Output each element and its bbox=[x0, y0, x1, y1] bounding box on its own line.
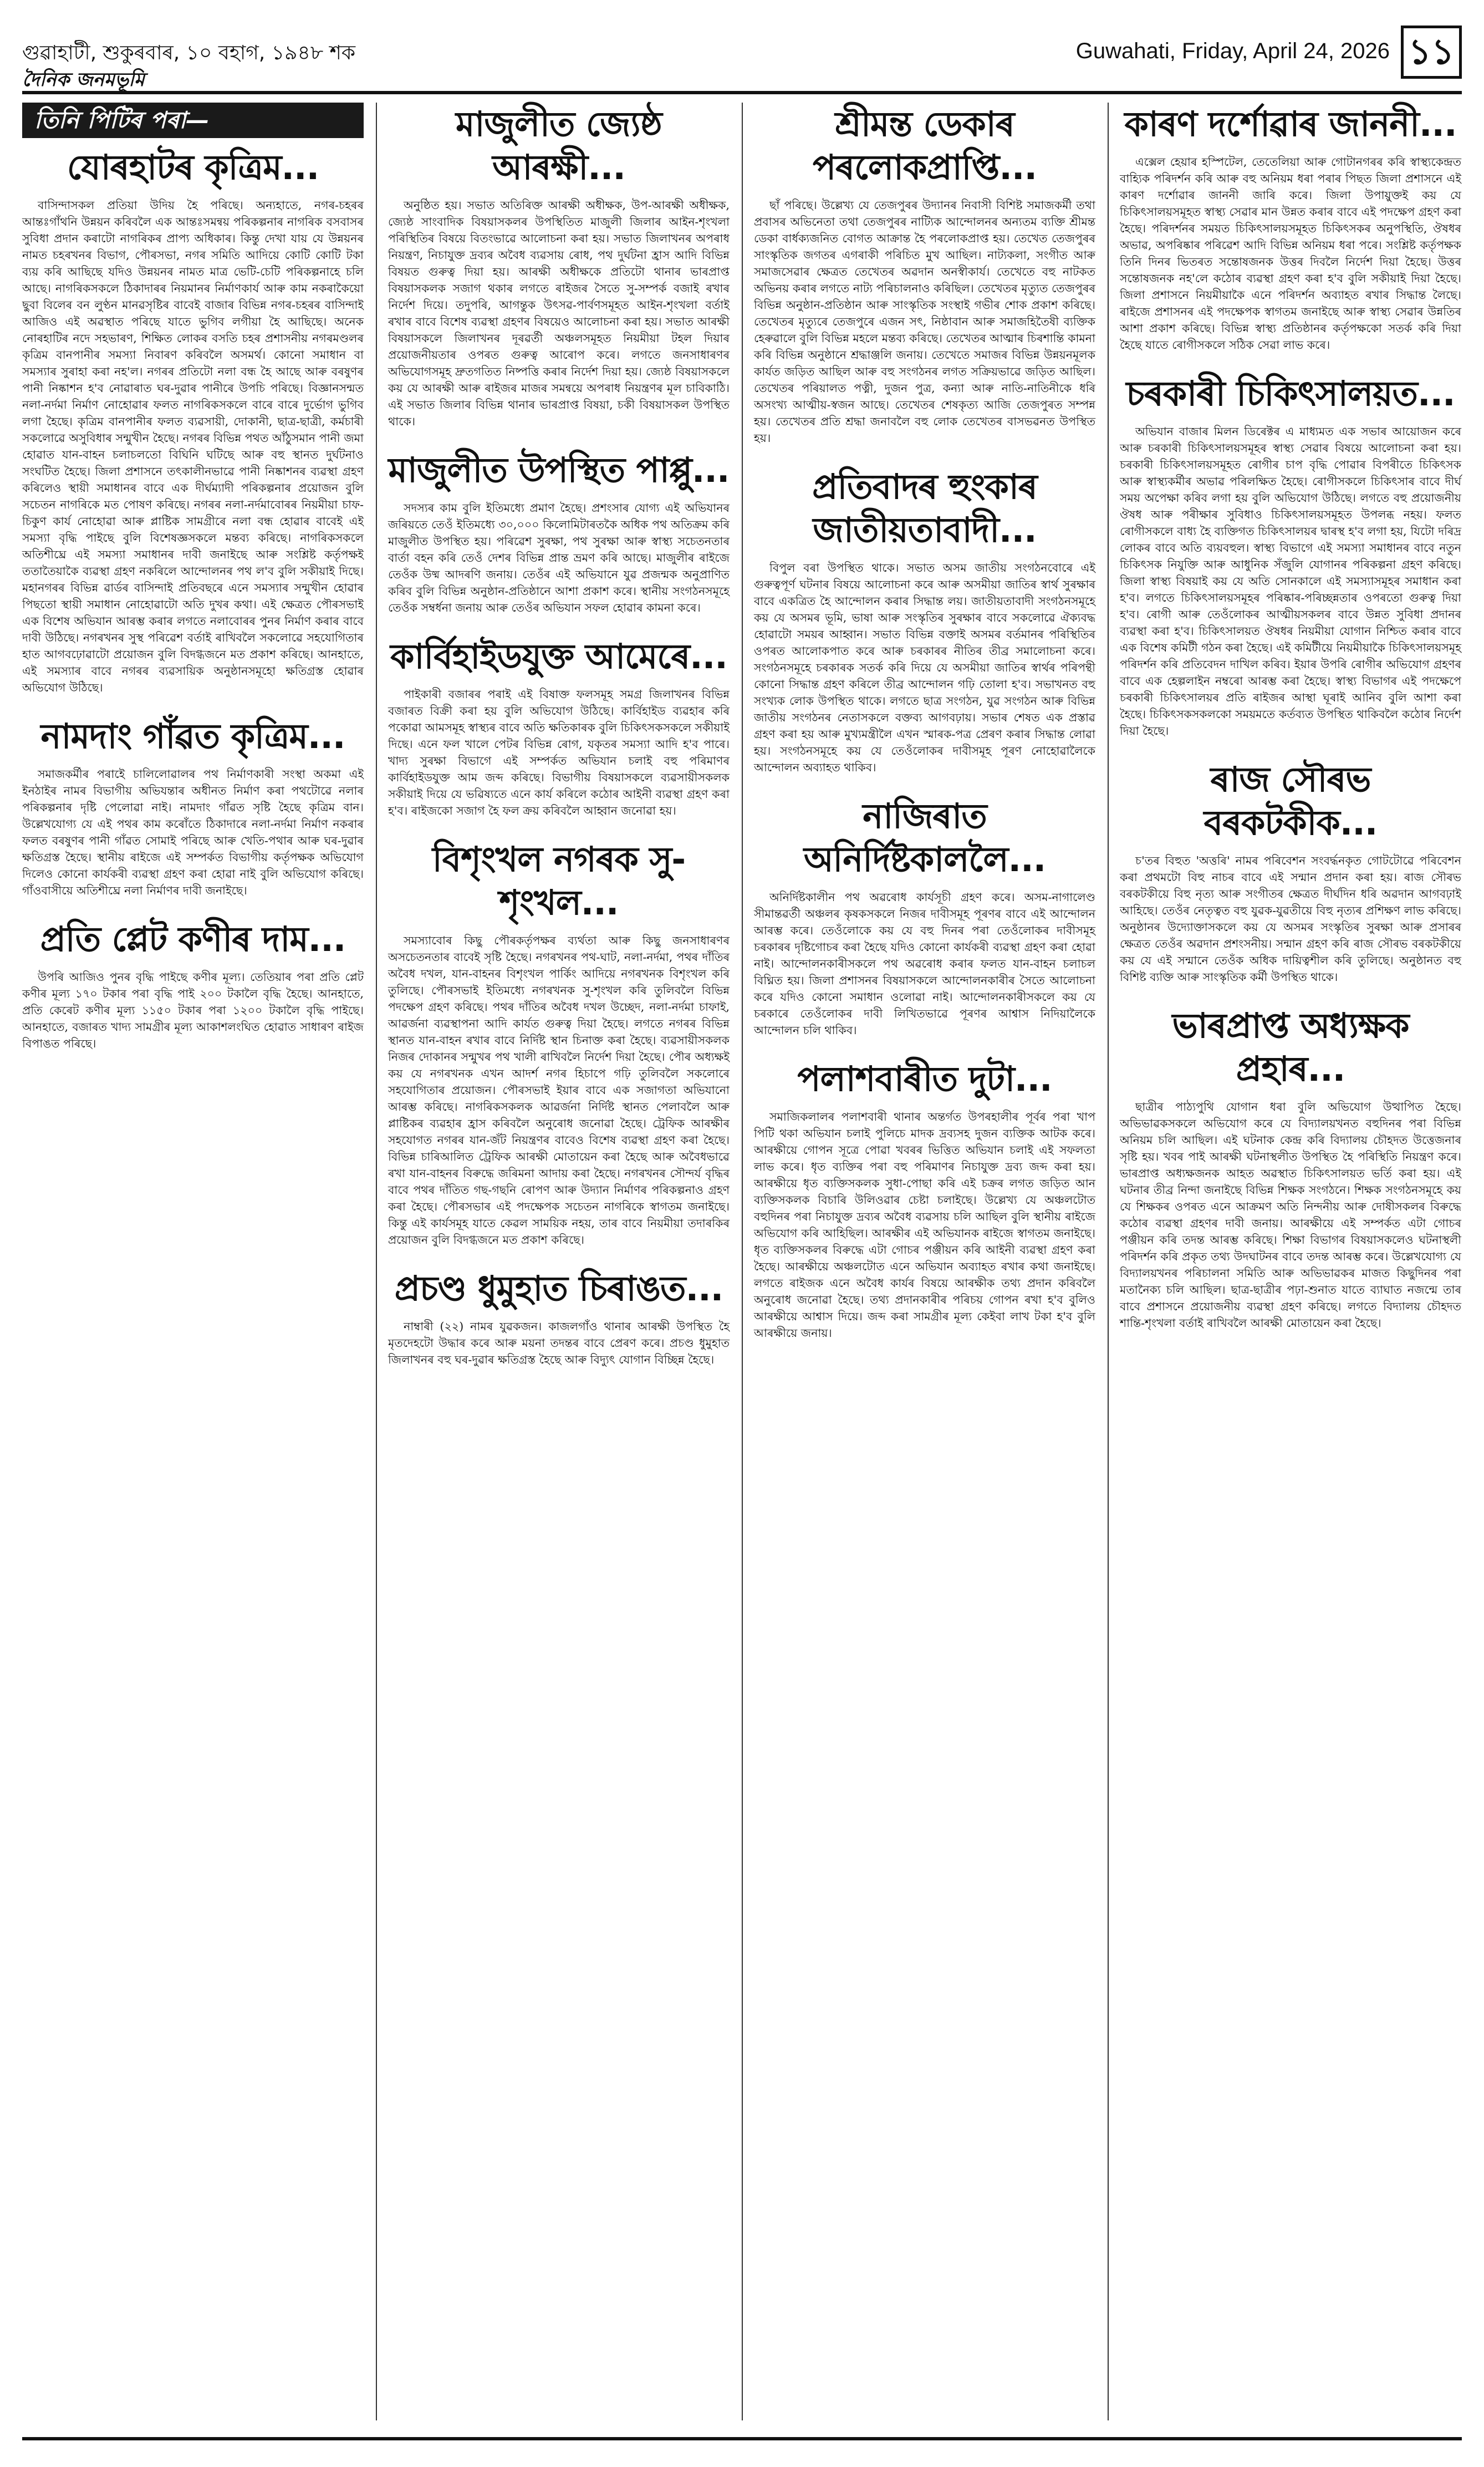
article-palashbari bbox=[754, 1057, 1095, 1341]
article-body: বাসিন্দাসকল প্ৰতিয়া উদিয় হৈ পৰিছে। অন্যহাতে, নগৰ-চহৰৰ আন্তঃগাঁথনি উন্নয়ন কৰিবলৈ এক আন্তঃসমন্বয় পৰিকল্পনাৰ নাগৰিক বসবাসৰ সুবিধা প্ৰদান কৰাটো নাগৰিকৰ প্ৰাপ্য অধিকাৰ। কিন্তু দেখা যায় যে উন্নয়নৰ নামত চহৰখনৰ বিভাগ, পৌৰসভা, নগৰ সমিতি আদিয়ে কোটি কোটি টকা ব্যয় কৰি আছিছে যদিও উন্নয়নৰ নামত মাত্ৰ ভেটি-চেটি পৰিকল্পনাহে চলি আছে। নাগৰিকসকলে ঠিকাদাৰৰ নিয়মানৰ নিৰ্মাণকাৰ্য আৰু কাম নকৰাকৈয়ো ছুবা বিলেৰ বন লুণ্ঠন মানৱসৃষ্টিৰ বাবেই বাজাৰ বিভিন্ন নগৰ-চহৰৰ বাসিন্দাই আজিও এই অৱস্থাত পৰিছে যাতে ভুগিব লগীয়া হৈ আছিছে। অনেক নোৰহাটিৰ নদে সহভাৰণ, শিক্ষিত লোকৰ বসতি চহৰ প্ৰশাসনীয় নগৰমণ্ডলৰ কৃত্ৰিম বানপানীৰ সমস্যা নিবাৰণ কৰিবলৈ অসমৰ্থ। কোনো সমাধান বা সমস্যাৰ সুৰাহা কৰা নহ'ল। নগৰৰ প্ৰতিটো নলা বন্ধ হৈ আছে আৰু বৰষুণৰ পানী নিষ্কাশন হ'ব নোৱাৰাত ঘৰ-দুৱাৰ পানীৰে উপচি পৰিছে। বিজ্ঞানসন্মত নলা-নৰ্দমা নিৰ্মাণ নোহোৱাৰ ফলত নাগৰিকসকলে বাৰে বাৰে দুৰ্ভোগ ভুগিব লগা হৈছে। কৃত্ৰিম বানপানীৰ ফলত ব্যৱসায়ী, দোকানী, ছাত্ৰ-ছাত্ৰী, কৰ্মচাৰী সকলোৱে অসুবিধাৰ সন্মুখীন হৈছে। নগৰৰ বিভিন্ন পথত আঁঠুসমান পানী জমা হোৱাত যান-বাহন চলাচলতো বিঘিনি ঘটিছে আৰু বহু স্থানত দুৰ্ঘটনাও সংঘটিত হৈছে। জিলা প্ৰশাসনে তৎকালীনভাৱে পানী নিষ্কাশনৰ ব্যৱস্থা গ্ৰহণ কৰিলেও স্থায়ী সমাধানৰ বাবে এক দীৰ্ঘম্যাদী পৰিকল্পনাৰ প্ৰয়োজন বুলি সচেতন নাগৰিকে মত পোষণ কৰিছে। নগৰৰ নলা-নৰ্দমাবোৰৰ নিয়মীয়া চাফ-চিকুণ কাৰ্য নোহোৱা আৰু প্লাষ্টিক সামগ্ৰীৰে নলা বন্ধ হোৱাৰ বাবেই এই সমস্যা বৃদ্ধি পাইছে বুলি বিশেষজ্ঞসকলে মন্তব্য কৰিছে। নাগৰিকসকলে অতিশীঘ্ৰে এই সমস্যা সমাধানৰ দাবী জনাইছে আৰু সংশ্লিষ্ট কৰ্তৃপক্ষই ততাতৈয়াকৈ ব্যৱস্থা গ্ৰহণ নকৰিলে আন্দোলনৰ পথ ল'ব বুলি সকীয়াই দিছে। মহানগৰৰ বিভিন্ন ৱাৰ্ডৰ বাসিন্দাই প্ৰতিবছৰে এনে সমস্যাৰ সন্মুখীন হোৱাৰ পিছতো স্থায়ী সমাধান নোহোৱাটো অতি দুখৰ কথা। এই ক্ষেত্ৰত পৌৰসভাই এক বিশেষ অভিযান আৰম্ভ কৰাৰ লগতে নলাবোৰৰ পুনৰ নিৰ্মাণ কৰাৰ বাবে দাবী উঠিছে। নগৰখনৰ সুস্থ পৰিৱেশ বৰ্তাই ৰাখিবলৈ সকলোৱে সহযোগিতাৰ হাত আগবঢ়োৱাটো প্ৰয়োজন বুলি বিদগ্ধজনে মত প্ৰকাশ কৰিছে। আনহাতে, এই সমস্যাৰ বাবে নগৰৰ ব্যৱসায়িক অনুষ্ঠানসমূহো ক্ষতিগ্ৰস্ত হোৱাৰ অভিযোগ উঠিছে। bbox=[22, 199, 364, 694]
column-1 bbox=[22, 103, 364, 1071]
article-carbide-mango bbox=[388, 635, 730, 819]
headline: ৰাজ সৌৰভ বৰকটকীক... bbox=[1203, 759, 1378, 843]
paper-name: দৈনিক জনমভূমি bbox=[22, 69, 145, 91]
article-body: সমস্যাবোৰ কিছু পৌৰকৰ্তৃপক্ষৰ ব্যৰ্থতা আৰু কিছু জনসাধাৰণৰ অসচেতনতাৰ বাবেই সৃষ্টি হৈছে। নগৰখনৰ পথ-ঘাট, নলা-নৰ্দমা, পথৰ দাঁতিৰ অবৈধ দখল, যান-বাহনৰ বিশৃংখল পাৰ্কিং আদিয়ে নগৰখনক বিশৃংখল কৰি তুলিছে। পৌৰসভাই ইতিমধ্যে নগৰখনক সু-শৃংখল কৰি তুলিবলৈ বিভিন্ন পদক্ষেপ গ্ৰহণ কৰিছে। পথৰ দাঁতিৰ অবৈধ দখল উচ্ছেদ, নলা-নৰ্দমা চাফাই, আৱৰ্জনা ব্যৱস্থাপনা আদি কাৰ্যত গুৰুত্ব দিয়া হৈছে। লগতে নগৰৰ বিভিন্ন স্থানত যান-বাহন ৰখাৰ বাবে নিৰ্দিষ্ট স্থান চিনাক্ত কৰা হৈছে। ব্যৱসায়ীসকলক নিজৰ দোকানৰ সন্মুখৰ পথ খালী ৰাখিবলৈ নিৰ্দেশ দিয়া হৈছে। পৌৰ অধ্যক্ষই কয় যে নগৰখনক এখন আদৰ্শ নগৰ হিচাপে গঢ়ি তুলিবলৈ সকলোৰে সহযোগিতাৰ প্ৰয়োজন। পৌৰসভাই ইয়াৰ বাবে এক সজাগতা অভিযানো আৰম্ভ কৰিছে। নাগৰিকসকলক আৱৰ্জনা নিৰ্দিষ্ট স্থানত পেলাবলৈ আৰু প্লাষ্টিকৰ ব্যৱহাৰ হ্ৰাস কৰিবলৈ অনুৰোধ জনোৱা হৈছে। ট্ৰেফিক আৰক্ষীৰ সহযোগত নগৰৰ যান-জঁট নিয়ন্ত্ৰণৰ বাবেও বিশেষ ব্যৱস্থা গ্ৰহণ কৰা হৈছে। বিভিন্ন চাৰিআলিত ট্ৰেফিক আৰক্ষী মোতায়েন কৰা হৈছে আৰু অবৈধভাৱে ৰখা যান-বাহনৰ বিৰুদ্ধে জৰিমনা আদায় কৰা হৈছে। নগৰখনৰ সৌন্দৰ্য বৃদ্ধিৰ বাবে পথৰ দাঁতিত গছ-গছনি ৰোপণ আৰু উদ্যান নিৰ্মাণৰ পৰিকল্পনাও গ্ৰহণ কৰা হৈছে। পৌৰসভাৰ এই পদক্ষেপক সচেতন নাগৰিকে স্বাগতম জনাইছে। কিন্তু এই কাৰ্যসমূহ যাতে কেৱল সাময়িক নহয়, তাৰ বাবে নিয়মীয়া তদাৰকিৰ প্ৰয়োজন বুলি বিদগ্ধজনে মত প্ৰকাশ কৰিছে। bbox=[388, 934, 730, 1247]
article-majuli-pappu bbox=[388, 449, 730, 616]
article-protest bbox=[754, 465, 1095, 776]
headline: প্ৰতিবাদৰ হুংকাৰ জাতীয়তাবাদী... bbox=[812, 466, 1037, 550]
headline: পলাশবাৰীত দুটা... bbox=[797, 1059, 1052, 1099]
article-nazira bbox=[754, 795, 1095, 1039]
article-body: বিপুল বৰা উপস্থিত থাকে। সভাত অসম জাতীয় সংগঠনবোৰে এই গুৰুত্বপূৰ্ণ ঘটনাৰ বিষয়ে আলোচনা কৰে আৰু অসমীয়া জাতিৰ স্বাৰ্থ সুৰক্ষাৰ বাবে একত্ৰিত হৈ আন্দোলন কৰাৰ সিদ্ধান্ত লয়। জাতীয়তাবাদী সংগঠনসমূহে কয় যে অসমৰ ভূমি, ভাষা আৰু সংস্কৃতিৰ সুৰক্ষাৰ বাবে সকলোৱে ঐক্যবদ্ধ হোৱাটো সময়ৰ আহ্বান। সভাত বিভিন্ন বক্তাই অসমৰ বৰ্তমানৰ পৰিস্থিতিৰ ওপৰত আলোকপাত কৰে আৰু চৰকাৰৰ নীতিৰ তীব্ৰ সমালোচনা কৰে। সংগঠনসমূহে চৰকাৰক সতৰ্ক কৰি দিয়ে যে অসমীয়া জাতিৰ স্বাৰ্থৰ পৰিপন্থী কোনো সিদ্ধান্ত গ্ৰহণ কৰিলে তীব্ৰ আন্দোলন গঢ়ি তোলা হ'ব। সভাখনত বহু সংখ্যক লোক উপস্থিত থাকে। লগতে ছাত্ৰ সংগঠন, যুৱ সংগঠন আৰু বিভিন্ন জাতীয় সংগঠনৰ নেতাসকলে বক্তব্য আগবঢ়ায়। সভাৰ শেষত এক প্ৰস্তাৱ গ্ৰহণ কৰা হয় আৰু মুখ্যমন্ত্ৰীলৈ এখন স্মাৰক-পত্ৰ প্ৰেৰণ কৰাৰ সিদ্ধান্ত লোৱা হয়। সংগঠনসমূহে কয় যে তেওঁলোকৰ দাবীসমূহ পূৰণ নোহোৱালৈকে আন্দোলন অব্যাহত থাকিব। bbox=[754, 561, 1095, 774]
page-number: ১১ bbox=[1401, 26, 1462, 79]
article-town-order bbox=[388, 838, 730, 1248]
headline: কাৰণ দৰ্শোৱাৰ জাননী... bbox=[1124, 104, 1457, 144]
article-body: এক্সেল হেয়াৰ হস্পিটেল, তেতেলিয়া আৰু গোটানগৰৰ কৰি স্বাস্থ্যকেন্দ্ৰত বাহ্যিক পৰিদৰ্শন কৰি আৰু বহু অনিয়ম ধৰা পৰাৰ পিছত জিলা প্ৰশাসনে এই কাৰণ দৰ্শোৱাৰ জাননী জাৰি কৰে। জিলা উপায়ুক্তই কয় যে চিকিৎসালয়সমূহত স্বাস্থ্য সেৱাৰ মান উন্নত কৰাৰ বাবে এই পদক্ষেপ গ্ৰহণ কৰা হৈছে। পৰিদৰ্শনৰ সময়ত চিকিৎসালয়সমূহত চিকিৎসকৰ অনুপস্থিতি, ঔষধৰ অভাৱ, অপৰিষ্কাৰ পৰিৱেশ আদি বিভিন্ন অনিয়ম ধৰা পৰে। সংশ্লিষ্ট কৰ্তৃপক্ষক তিনি দিনৰ ভিতৰত সন্তোষজনক উত্তৰ দিবলৈ নিৰ্দেশ দিয়া হৈছে। উত্তৰ সন্তোষজনক নহ'লে কঠোৰ ব্যৱস্থা গ্ৰহণ কৰা হ'ব বুলি সকীয়াই দিয়া হৈছে। জিলা প্ৰশাসনে নিয়মীয়াকৈ এনে পৰিদৰ্শন অব্যাহত ৰখাৰ সিদ্ধান্ত লৈছে। ৰাইজে প্ৰশাসনৰ এই পদক্ষেপক স্বাগতম জনাইছে আৰু স্বাস্থ্য সেৱাৰ উন্নতিৰ আশা প্ৰকাশ কৰিছে। বিভিন্ন স্বাস্থ্য প্ৰতিষ্ঠানৰ কৰ্তৃপক্ষকো সতৰ্ক কৰি দিয়া হৈছে যাতে ৰোগীসকলে সঠিক সেৱা লাভ কৰে। bbox=[1120, 155, 1461, 352]
headline: বিশৃংখল নগৰক সু-শৃংখল... bbox=[432, 839, 686, 923]
column-divider bbox=[376, 103, 377, 2420]
date-english: Guwahati, Friday, April 24, 2026 bbox=[1075, 39, 1390, 63]
article-body: নাম্বাৰী (২২) নামৰ যুৱকজন। কাজলগাঁও থানাৰ আৰক্ষী উপস্থিত হৈ মৃতদেহটো উদ্ধাৰ কৰে আৰু ময়না তদন্তৰ বাবে প্ৰেৰণ কৰে। প্ৰচণ্ড ধুমুহাত জিলাখনৰ বহু ঘৰ-দুৱাৰ ক্ষতিগ্ৰস্ত হৈছে আৰু বিদ্যুৎ যোগান বিচ্ছিন্ন হৈছে। bbox=[388, 1320, 730, 1366]
column-3 bbox=[754, 103, 1095, 1360]
article-body: ছাত্ৰীৰ পাঠ্যপুথি যোগান ধৰা বুলি অভিযোগ উত্থাপিত হৈছে। অভিভাৱকসকলে অভিযোগ কৰে যে বিদ্যালয়খনত বহুদিনৰ পৰা বিভিন্ন অনিয়ম চলি আছিল। এই ঘটনাক কেন্দ্ৰ কৰি বিদ্যালয় চৌহদত উত্তেজনাৰ সৃষ্টি হয়। খবৰ পাই আৰক্ষী ঘটনাস্থলীত উপস্থিত হৈ পৰিস্থিতি নিয়ন্ত্ৰণ কৰে। ভাৰপ্ৰাপ্ত অধ্যক্ষজনক আহত অৱস্থাত চিকিৎসালয়ত ভৰ্তি কৰা হয়। এই ঘটনাৰ তীব্ৰ নিন্দা জনাইছে বিভিন্ন শিক্ষক সংগঠনে। শিক্ষক সংগঠনসমূহে কয় যে শিক্ষকৰ ওপৰত এনে আক্ৰমণ অতি নিন্দনীয় আৰু দোষীসকলৰ বিৰুদ্ধে কঠোৰ ব্যৱস্থা গ্ৰহণৰ দাবী জনায়। আৰক্ষীয়ে এই সম্পৰ্কত এটা গোচৰ পঞ্জীয়ন কৰি তদন্ত আৰম্ভ কৰিছে। শিক্ষা বিভাগৰ বিষয়াসকলেও ঘটনাস্থলী পৰিদৰ্শন কৰি প্ৰকৃত তথ্য উদঘাটনৰ বাবে তদন্ত আৰম্ভ কৰে। উল্লেখযোগ্য যে বিদ্যালয়খনৰ পৰিচালনা সমিতি আৰু অভিভাৱকৰ মাজত কিছুদিনৰ পৰা মতানৈক্য চলি আছিল। ছাত্ৰ-ছাত্ৰীৰ পঢ়া-শুনাত যাতে ব্যাঘাত নজন্মে তাৰ বাবে প্ৰশাসনে প্ৰয়োজনীয় ব্যৱস্থা গ্ৰহণ কৰিছে। লগতে বিদ্যালয় চৌহদত শান্তি-শৃংখলা বৰ্তাই ৰাখিবলৈ আৰক্ষী মোতায়েন কৰা হৈছে। bbox=[1120, 1100, 1461, 1330]
date-assamese: গুৱাহাটী, শুকুৰবাৰ, ১০ বহাগ, ১৯৪৮ শক bbox=[22, 42, 356, 64]
article-body: চ'তৰ বিহুত 'অত্তৰি' নামৰ পৰিবেশন সংবৰ্দ্ধনকৃত গোটটোৱে পৰিবেশন কৰা প্ৰথমটো বিহু নাচৰ বাবে এই সন্মান প্ৰদান কৰা হয়। ৰাজ সৌৰভ বৰকটকীয়ে বিহু নৃত্য আৰু সংগীতৰ ক্ষেত্ৰত দীৰ্ঘদিন ধৰি অৱদান আগবঢ়াই আহিছে। তেওঁৰ নেতৃত্বত বহু যুৱক-যুৱতীয়ে বিহু নৃত্যৰ প্ৰশিক্ষণ লাভ কৰিছে। অনুষ্ঠানৰ উদ্যোক্তাসকলে কয় যে অসমৰ সংস্কৃতিৰ সুৰক্ষা আৰু প্ৰসাৰৰ ক্ষেত্ৰত তেওঁৰ অৱদান প্ৰশংসনীয়। সন্মান গ্ৰহণ কৰি ৰাজ সৌৰভ বৰকটকীয়ে কয় যে এই সন্মানে তেওঁক অধিক দায়িত্বশীল কৰি তুলিছে। অনুষ্ঠানত বহু বিশিষ্ট ব্যক্তি আৰু সাংস্কৃতিক কৰ্মী উপস্থিত থাকে। bbox=[1120, 854, 1461, 984]
article-govt-hospital bbox=[1120, 372, 1461, 739]
article-body: সদস্যৰ কাম বুলি ইতিমধ্যে প্ৰমাণ হৈছে। প্ৰশংসাৰ যোগ্য এই অভিযানৰ জৰিয়তে তেওঁ ইতিমধ্যে ৩০,০০০ কিলোমিটাৰতকৈ অধিক পথ অতিক্ৰম কৰি মাজুলীত উপস্থিত হয়। পৰিৱেশ সুৰক্ষা, পথ সুৰক্ষা আৰু স্বাস্থ্য সচেতনতাৰ বাৰ্তা বহন কৰি তেওঁ দেশৰ বিভিন্ন প্ৰান্ত ভ্ৰমণ কৰি আছে। মাজুলীৰ ৰাইজে তেওঁক উষ্ম আদৰণি জনায়। তেওঁৰ এই অভিযানে যুৱ প্ৰজন্মক অনুপ্ৰাণিত কৰিব বুলি বিভিন্ন অনুষ্ঠান-প্ৰতিষ্ঠানে আশা প্ৰকাশ কৰে। স্থানীয় সংগঠনসমূহে তেওঁক সম্বৰ্ধনা জনায় আৰু তেওঁৰ অভিযান সফল হোৱাৰ কামনা কৰে। bbox=[388, 501, 730, 614]
footer-rule bbox=[22, 2437, 1462, 2440]
article-raj-saurav bbox=[1120, 758, 1461, 985]
headline: নামদাং গাঁৱত কৃত্ৰিম... bbox=[40, 716, 345, 756]
article-show-cause bbox=[1120, 103, 1461, 353]
article-body: অভিযান বাজাৰ মিলন ডিৰেক্টৰ এ মাধ্যমত এক সভাৰ আয়োজন কৰে আৰু চৰকাৰী চিকিৎসালয়সমূহৰ স্বাস্থ্য সেৱাৰ বিষয়ে আলোচনা কৰা হয়। চৰকাৰী চিকিৎসালয়সমূহত ৰোগীৰ চাপ বৃদ্ধি পোৱাৰ বিপৰীতে চিকিৎসক আৰু স্বাস্থ্যকৰ্মীৰ অভাৱ পৰিলক্ষিত হৈছে। ৰোগীসকলে চিকিৎসাৰ বাবে দীৰ্ঘ সময় অপেক্ষা কৰিব লগা হয় বুলি অভিযোগ উঠিছে। লগতে বহু প্ৰয়োজনীয় ঔষধ আৰু পৰীক্ষাৰ সুবিধাও চিকিৎসালয়সমূহত উপলব্ধ নহয়। ফলত ৰোগীসকলে বাধ্য হৈ ব্যক্তিগত চিকিৎসালয়ৰ দ্বাৰস্থ হ'ব লগা হয়, যিটো দৰিদ্ৰ লোকৰ বাবে অতি ব্যয়বহুল। স্বাস্থ্য বিভাগে এই সমস্যা সমাধানৰ বাবে নতুন চিকিৎসক নিযুক্তি আৰু আধুনিক সঁজুলি যোগানৰ পৰিকল্পনা গ্ৰহণ কৰিছে। জিলা স্বাস্থ্য বিষয়াই কয় যে অতি সোনকালে এই সমস্যাসমূহৰ সমাধান কৰা হ'ব। লগতে চিকিৎসালয়সমূহৰ পৰিষ্কাৰ-পৰিচ্ছন্নতাৰ ওপৰতো গুৰুত্ব দিয়া হ'ব। ৰোগী আৰু তেওঁলোকৰ আত্মীয়সকলৰ বাবে উন্নত সুবিধা প্ৰদানৰ ব্যৱস্থা কৰা হ'ব। চিকিৎসালয়ত ঔষধৰ নিয়মীয়া যোগান নিশ্চিত কৰাৰ বাবে এক বিশেষ কমিটী গঠন কৰা হৈছে। এই কমিটীয়ে নিয়মীয়াকৈ চিকিৎসালয়সমূহ পৰিদৰ্শন কৰি প্ৰতিবেদন দাখিল কৰিব। ইয়াৰ উপৰি ৰোগীৰ অভিযোগ গ্ৰহণৰ বাবে এক হেল্পলাইন নম্বৰো আৰম্ভ কৰা হৈছে। স্বাস্থ্য বিভাগৰ এই পদক্ষেপে চৰকাৰী চিকিৎসালয়ৰ প্ৰতি ৰাইজৰ আস্থা ঘূৰাই আনিব বুলি আশা কৰা হৈছে। চিকিৎসকসকলকো সময়মতে কৰ্তব্যত উপস্থিত থাকিবলৈ কঠোৰ নিৰ্দেশ দিয়া হৈছে। bbox=[1120, 425, 1461, 737]
article-body: অনিৰ্দিষ্টকালীন পথ অৱৰোধ কাৰ্যসূচী গ্ৰহণ কৰে। অসম-নাগালেণ্ড সীমান্তৱৰ্তী অঞ্চলৰ কৃষকসকলে নিজৰ দাবীসমূহ পূৰণৰ বাবে এই আন্দোলন আৰম্ভ কৰে। তেওঁলোকে কয় যে বহু দিনৰ পৰা তেওঁলোকৰ দাবীসমূহ চৰকাৰৰ দৃষ্টিগোচৰ কৰা হৈছে যদিও কোনো কাৰ্যকৰী ব্যৱস্থা গ্ৰহণ কৰা হোৱা নাই। আন্দোলনকাৰীসকলে পথ অৱৰোধ কৰাৰ ফলত যান-বাহন চলাচল বিঘ্নিত হয়। জিলা প্ৰশাসনৰ বিষয়াসকলে আন্দোলনকাৰীৰ সৈতে আলোচনা কৰে যদিও কোনো সমাধান ওলোৱা নাই। আন্দোলনকাৰীসকলে কয় যে চৰকাৰে তেওঁলোকৰ দাবী লিখিতভাৱে পূৰণৰ আশ্বাস নিদিয়ালৈকে আন্দোলন চলি থাকিব। bbox=[754, 891, 1095, 1037]
article-jorhat bbox=[22, 146, 364, 696]
headline: মাজুলীত জ্যেষ্ঠ আৰক্ষী... bbox=[456, 104, 662, 187]
headline: কাৰ্বিহাইডযুক্ত আমেৰে... bbox=[390, 636, 727, 676]
column-4 bbox=[1120, 103, 1461, 1350]
article-body: ছাঁ পৰিছে। উল্লেখ্য যে তেজপুৰৰ উদ্যানৰ নিবাসী বিশিষ্ট সমাজকৰ্মী তথা প্ৰবাসৰ অভিনেতা তথা তেজপুৰৰ নাট্যিক আন্দোলনৰ অন্যতম ব্যক্তি শ্ৰীমন্ত ডেকা বাৰ্ধক্যজনিত বোগত আক্ৰান্ত হৈ পৰলোকপ্ৰাপ্ত হয়। তেখেত তেজপুৰৰ সাংস্কৃতিক জগতৰ এগৰাকী পৰিচিত মুখ আছিল। নাট্যকলা, সংগীত আৰু সমাজসেৱাৰ ক্ষেত্ৰত তেখেতৰ অৱদান অনস্বীকাৰ্য। তেখেতে বহু নাটকত অভিনয় কৰাৰ লগতে নাট্য পৰিচালনাও কৰিছিল। তেখেতৰ মৃত্যুত তেজপুৰৰ বিভিন্ন অনুষ্ঠান-প্ৰতিষ্ঠান আৰু সাংস্কৃতিক সংস্থাই গভীৰ শোক প্ৰকাশ কৰিছে। তেখেতৰ মৃত্যুৰে তেজপুৰে এজন সৎ, নিষ্ঠাবান আৰু সমাজহিতৈষী ব্যক্তিক হেৰুৱালে বুলি বিভিন্ন মহলে মন্তব্য কৰিছে। তেখেতৰ আত্মাৰ চিৰশান্তি কামনা কৰি বিভিন্ন অনুষ্ঠানে শ্ৰদ্ধাঞ্জলি জনায়। তেখেতে সমাজৰ বিভিন্ন উন্নয়নমূলক কাৰ্যত জড়িত আছিল আৰু বহু সংগঠনৰ লগত সক্ৰিয়ভাৱে জড়িত আছিল। তেখেতৰ পৰিয়ালত পত্নী, দুজন পুত্ৰ, কন্যা আৰু নাতি-নাতিনীকে ধৰি অসংখ্য আত্মীয়-স্বজন আছে। তেখেতৰ শেষকৃত্য আজি তেজপুৰত সম্পন্ন হয়। তেখেতৰ প্ৰতি শ্ৰদ্ধা জনাবলৈ বহু লোক তেখেতৰ বাসভৱনত উপস্থিত হয়। bbox=[754, 199, 1095, 445]
article-body: অনুষ্ঠিত হয়। সভাত অতিৰিক্ত আৰক্ষী অধীক্ষক, উপ-আৰক্ষী অধীক্ষক, জ্যেষ্ঠ সাংবাদিক বিষয়াসকলৰ উপস্থিতিত মাজুলী জিলাৰ আইন-শৃংখলা পৰিস্থিতিৰ বিষয়ে বিতংভাৱে আলোচনা কৰা হয়। সভাত জিলাখনৰ অপৰাধ নিয়ন্ত্ৰণ, নিচাযুক্ত দ্ৰব্যৰ অবৈধ ব্যৱসায় ৰোধ, পথ দুৰ্ঘটনা হ্ৰাস আদি বিভিন্ন বিষয়ত গুৰুত্ব দিয়া হয়। আৰক্ষী অধীক্ষকে প্ৰতিটো থানাৰ ভাৰপ্ৰাপ্ত বিষয়াসকলক সজাগ থকাৰ লগতে ৰাইজৰ সৈতে সু-সম্পৰ্ক বজাই ৰখাৰ নিৰ্দেশ দিয়ে। তদুপৰি, আগন্তুক উৎসৱ-পাৰ্বণসমূহত আইন-শৃংখলা বৰ্তাই ৰখাৰ বাবে বিশেষ ব্যৱস্থা গ্ৰহণৰ বিষয়েও আলোচনা কৰা হয়। সভাত আৰক্ষী বিষয়াসকলে জিলাখনৰ দূৰৱৰ্তী অঞ্চলসমূহত নিয়মীয়া টহল দিয়াৰ প্ৰয়োজনীয়তাৰ ওপৰত গুৰুত্ব আৰোপ কৰে। লগতে জনসাধাৰণৰ অভিযোগসমূহ দ্ৰুতগতিত নিষ্পত্তি কৰাৰ নিৰ্দেশ দিয়া হয়। জ্যেষ্ঠ বিষয়াসকলে কয় যে আৰক্ষী আৰু ৰাইজৰ মাজৰ সমন্বয়ে অপৰাধ নিয়ন্ত্ৰণৰ মূল চাবিকাঠি। এই সভাত জিলাৰ বিভিন্ন থানাৰ ভাৰপ্ৰাপ্ত বিষয়া, চকী বিষয়াসকল উপস্থিত থাকে। bbox=[388, 199, 730, 428]
article-egg-price bbox=[22, 918, 364, 1052]
article-body: উপৰি আজিও পুনৰ বৃদ্ধি পাইছে কণীৰ মূল্য। তেতিয়াৰ পৰা প্ৰতি প্লেট কণীৰ মূল্য ১৭০ টকাৰ পৰা বৃদ্ধি পাই ২০০ টকালৈ বৃদ্ধি হৈছে। আনহাতে, প্ৰতি কেৰেট কণীৰ মূল্য ১১৫০ টকাৰ পৰা ১২০০ টকালৈ বৃদ্ধি পাইছে। আনহাতে, বজাৰত খাদ্য সামগ্ৰীৰ মূল্য আকাশলংঘিত হোৱাত সাধাৰণ ৰাইজ বিপাঙত পৰিছে। bbox=[22, 970, 364, 1050]
article-majuli-police bbox=[388, 103, 730, 430]
headline: মাজুলীত উপস্থিত পাপ্পু... bbox=[388, 450, 730, 490]
headline: প্ৰচণ্ড ধুমুহাত চিৰাঙত... bbox=[394, 1268, 723, 1309]
article-body: সমাজিকলালৰ পলাশবাৰী থানাৰ অন্তৰ্গত উপৰহালীৰ পূৰ্বৰ পৰা খাপ পিটি থকা অভিযান চলাই পুলিচে মাদক দ্ৰব্যসহ দুজন ব্যক্তিক আটক কৰে। আৰক্ষীয়ে গোপন সূত্ৰে পোৱা খবৰৰ ভিত্তিত অভিযান চলাই এই সফলতা লাভ কৰে। ধৃত ব্যক্তিৰ পৰা বহু পৰিমাণৰ নিচাযুক্ত দ্ৰব্য জব্দ কৰা হয়। আৰক্ষীয়ে ধৃত ব্যক্তিসকলক সুধা-পোছা কৰি এই চক্ৰৰ লগত জড়িত আন ব্যক্তিসকলক বিচাৰি উলিওৱাৰ চেষ্টা চলাইছে। উল্লেখ্য যে অঞ্চলটোত বহুদিনৰ পৰা নিচাযুক্ত দ্ৰব্যৰ অবৈধ ব্যৱসায় চলি আছিল বুলি স্থানীয় ৰাইজে অভিযোগ কৰি আহিছিল। আৰক্ষীৰ এই অভিযানক ৰাইজে স্বাগতম জনাইছে। ধৃত ব্যক্তিসকলৰ বিৰুদ্ধে এটা গোচৰ পঞ্জীয়ন কৰি আইনী ব্যৱস্থা গ্ৰহণ কৰা হৈছে। আৰক্ষীয়ে অঞ্চলটোত এনে অভিযান অব্যাহত ৰখাৰ কথা জনাইছে। লগতে ৰাইজক এনে অবৈধ কাৰ্যৰ বিষয়ে আৰক্ষীক তথ্য প্ৰদান কৰিবলৈ অনুৰোধ জনোৱা হৈছে। তথ্য প্ৰদানকাৰীৰ পৰিচয় গোপন ৰখা হ'ব বুলিও আৰক্ষীয়ে আশ্বাস দিয়ে। জব্দ কৰা সামগ্ৰীৰ মূল্য কেইবা লাখ টকা হ'ব বুলি আৰক্ষীয়ে জনায়। bbox=[754, 1110, 1095, 1340]
column-2 bbox=[388, 103, 730, 1387]
column-divider bbox=[742, 103, 743, 2420]
article-body: সমাজকৰ্মীৰ পৰাইে চালিলোৱালৰ পথ নিৰ্মাণকাৰী সংস্থা অকমা এই ইনঠাইৰ নামৰ বিভাগীয় অভিযন্তাৰ অধীনত নিৰ্মাণ কৰা পথটোৱে নলাৰ পৰিকল্পনাৰ দৃষ্টি পেলোৱা নাই। নামদাং গাঁৱত সৃষ্টি হৈছে কৃত্ৰিম বান। উল্লেখযোগ্য যে এই পথৰ কাম কৰোঁতে ঠিকাদাৰে নলা-নৰ্দমা নিৰ্মাণ নকৰাৰ ফলত বৰষুণৰ পানী গাঁৱত সোমাই পৰিছে আৰু খেতি-পথাৰ আৰু ঘৰ-দুৱাৰ ক্ষতিগ্ৰস্ত হৈছে। স্থানীয় ৰাইজে এই সম্পৰ্কত বিভাগীয় কৰ্তৃপক্ষক অভিযোগ দিলেও কোনো কাৰ্যকৰী ব্যৱস্থা গ্ৰহণ কৰা হোৱা নাই বুলি অভিযোগ কৰিছে। গাঁওবাসীয়ে অতিশীঘ্ৰে নলা নিৰ্মাণৰ দাবী জনাইছে। bbox=[22, 767, 364, 897]
headline: প্ৰতি প্লেট কণীৰ দাম... bbox=[40, 919, 346, 959]
article-chirang-storm bbox=[388, 1267, 730, 1368]
headline: ভাৰপ্ৰাপ্ত অধ্যক্ষক প্ৰহাৰ... bbox=[1172, 1005, 1409, 1089]
masthead-rule bbox=[22, 91, 1462, 94]
headline: নাজিৰাত অনিৰ্দিষ্টকাললৈ... bbox=[803, 796, 1046, 879]
headline: চৰকাৰী চিকিৎসালয়ত... bbox=[1126, 373, 1455, 414]
headline: শ্ৰীমন্ত ডেকাৰ পৰলোকপ্ৰাপ্তি... bbox=[812, 104, 1037, 187]
article-srimanta-deka bbox=[754, 103, 1095, 446]
article-body: পাইকাৰী বজাৰৰ পৰাই এই বিষাক্ত ফলসমূহ সমগ্ৰ জিলাখনৰ বিভিন্ন বজাৰত বিক্ৰী কৰা হয় বুলি অভিযোগ উঠিছে। কাৰ্বিহাইড ব্যৱহাৰ কৰি পকোৱা আমসমূহ স্বাস্থ্যৰ বাবে অতি ক্ষতিকাৰক বুলি চিকিৎসকসকলে সকীয়াই দিছে। এনে ফল খালে পেটৰ বিভিন্ন ৰোগ, যকৃতৰ সমস্যা আদি হ'ব পাৰে। খাদ্য সুৰক্ষা বিভাগে এই সম্পৰ্কত অভিযান চলাই বহু পৰিমাণৰ কাৰ্বিহাইডযুক্ত আম জব্দ কৰিছে। বিভাগীয় বিষয়াসকলে ব্যৱসায়ীসকলক সকীয়াই দিয়ে যে ভৱিষ্যতে এনে কাৰ্য কৰিলে কঠোৰ আইনী ব্যৱস্থা গ্ৰহণ কৰা হ'ব। ৰাইজকো সজাগ হৈ ফল ক্ৰয় কৰিবলৈ আহ্বান জনোৱা হয়। bbox=[388, 688, 730, 817]
article-namdang bbox=[22, 715, 364, 899]
column-divider bbox=[1108, 103, 1109, 2420]
article-principal-assault bbox=[1120, 1004, 1461, 1331]
series-label: তিনি পিটিৰ পৰা— bbox=[22, 103, 364, 138]
masthead bbox=[22, 22, 1462, 89]
headline: যোৰহাটৰ কৃত্ৰিম... bbox=[67, 147, 319, 187]
